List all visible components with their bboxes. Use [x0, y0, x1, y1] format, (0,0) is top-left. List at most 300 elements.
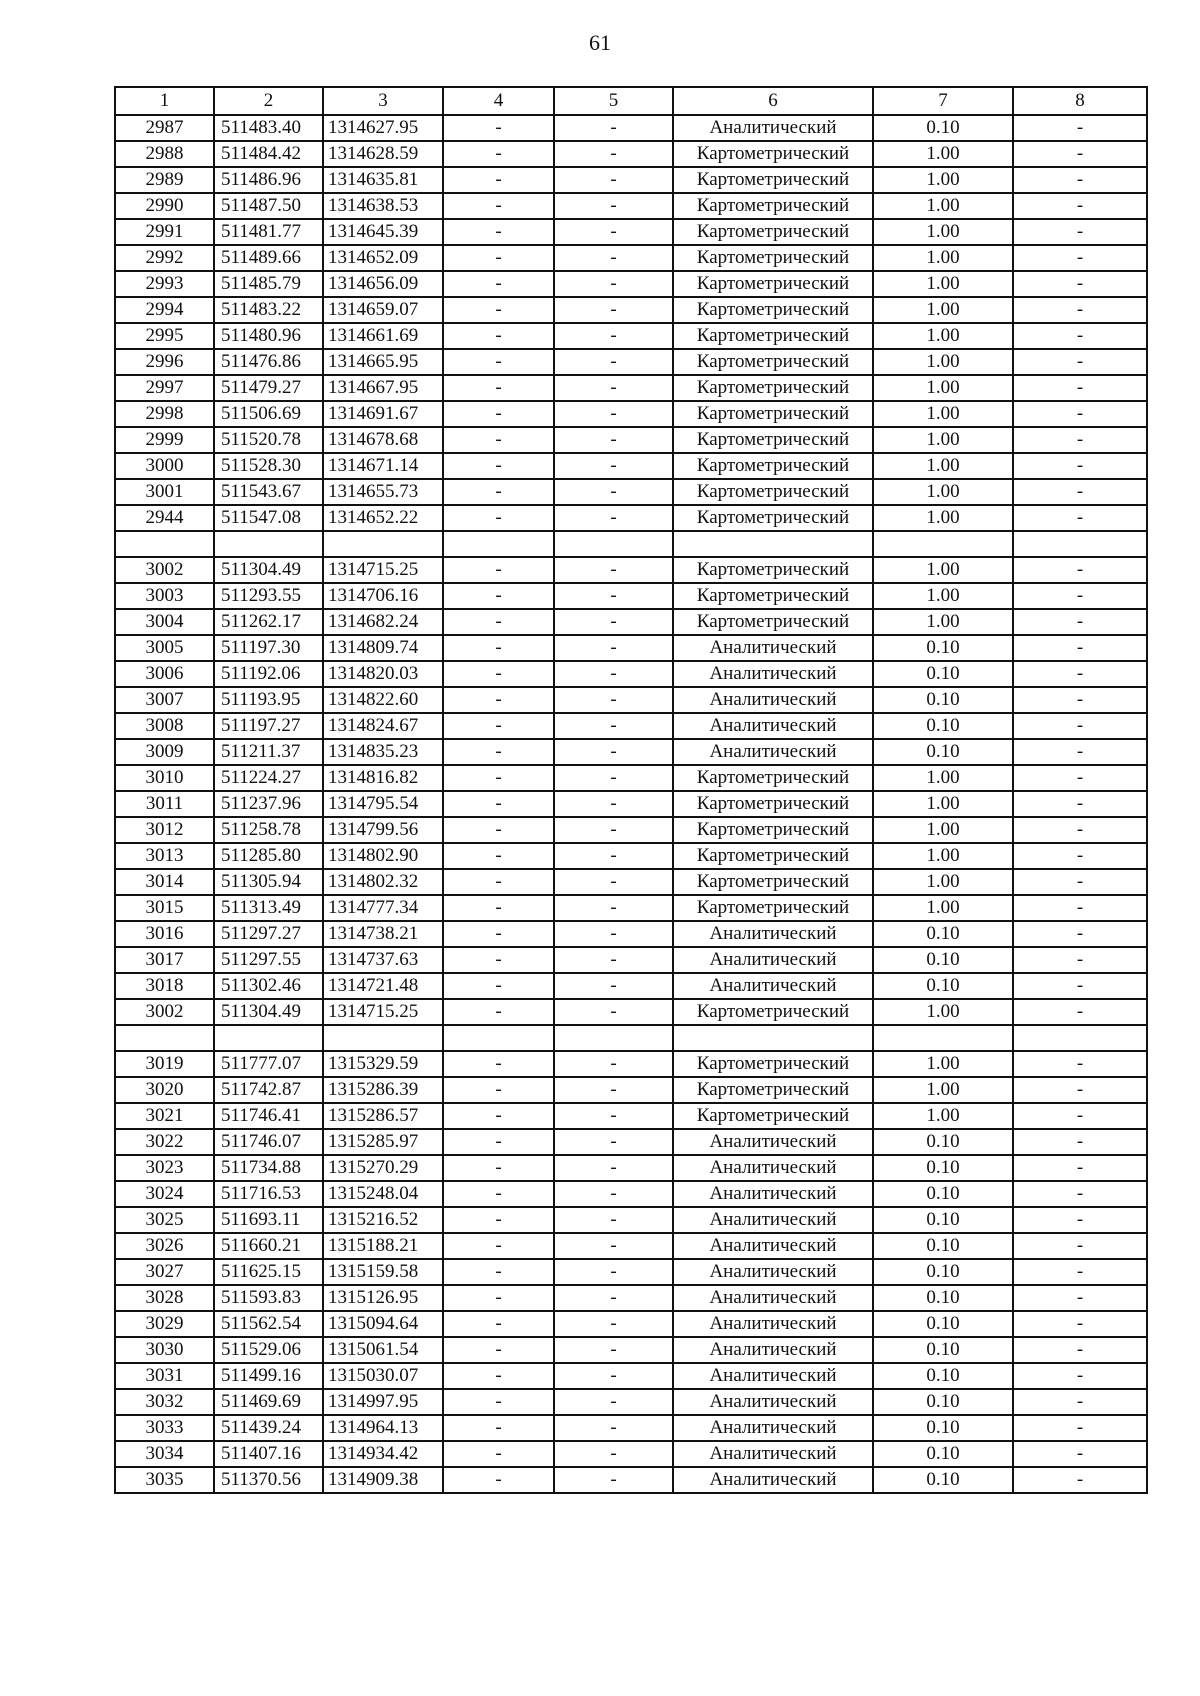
cell-point-number: 3030	[115, 1337, 214, 1363]
cell-col-8: -	[1013, 765, 1147, 791]
cell-x-coordinate: 511224.27	[214, 765, 323, 791]
cell-y-coordinate: 1314721.48	[323, 973, 443, 999]
cell-col-4: -	[443, 1415, 554, 1441]
cell-y-coordinate: 1314661.69	[323, 323, 443, 349]
cell-col-5: -	[554, 635, 673, 661]
cell-x-coordinate: 511305.94	[214, 869, 323, 895]
cell-accuracy: 0.10	[873, 1207, 1013, 1233]
cell-col-8: -	[1013, 973, 1147, 999]
header-cell-7: 7	[873, 87, 1013, 115]
cell-x-coordinate: 511742.87	[214, 1077, 323, 1103]
cell-col-8: -	[1013, 219, 1147, 245]
cell-x-coordinate: 511439.24	[214, 1415, 323, 1441]
table-row	[115, 115, 1147, 141]
cell-col-8: -	[1013, 375, 1147, 401]
cell-y-coordinate: 1314822.60	[323, 687, 443, 713]
cell-col-5: -	[554, 141, 673, 167]
cell-method: Аналитический	[673, 947, 873, 973]
cell-point-number: 2988	[115, 141, 214, 167]
cell-point-number: 3002	[115, 999, 214, 1025]
cell-x-coordinate: 511304.49	[214, 557, 323, 583]
cell-accuracy: 0.10	[873, 1181, 1013, 1207]
cell-x-coordinate: 511520.78	[214, 427, 323, 453]
cell-point-number: 3022	[115, 1129, 214, 1155]
cell-col-8: -	[1013, 1207, 1147, 1233]
cell-x-coordinate: 511197.27	[214, 713, 323, 739]
cell-accuracy: 1.00	[873, 479, 1013, 505]
cell-method: Аналитический	[673, 1467, 873, 1493]
cell-col-5: -	[554, 583, 673, 609]
cell-method: Картометрический	[673, 349, 873, 375]
cell-method: Аналитический	[673, 1337, 873, 1363]
cell-col-4: -	[443, 349, 554, 375]
cell-col-4: -	[443, 115, 554, 141]
cell-y-coordinate: 1314777.34	[323, 895, 443, 921]
cell-method	[673, 1025, 873, 1051]
cell-point-number: 3034	[115, 1441, 214, 1467]
cell-point-number: 3028	[115, 1285, 214, 1311]
table-row	[115, 1389, 1147, 1415]
table-row	[115, 1337, 1147, 1363]
cell-y-coordinate: 1315061.54	[323, 1337, 443, 1363]
header-cell-3: 3	[323, 87, 443, 115]
cell-point-number: 2998	[115, 401, 214, 427]
cell-col-5: -	[554, 973, 673, 999]
cell-col-5: -	[554, 245, 673, 271]
cell-col-4: -	[443, 1337, 554, 1363]
cell-col-4: -	[443, 505, 554, 531]
table-row	[115, 1051, 1147, 1077]
cell-x-coordinate: 511489.66	[214, 245, 323, 271]
cell-method: Картометрический	[673, 375, 873, 401]
cell-method: Картометрический	[673, 245, 873, 271]
cell-y-coordinate: 1314645.39	[323, 219, 443, 245]
cell-col-4: -	[443, 1051, 554, 1077]
cell-y-coordinate: 1314802.32	[323, 869, 443, 895]
cell-point-number: 3015	[115, 895, 214, 921]
table-row	[115, 609, 1147, 635]
cell-col-5: -	[554, 895, 673, 921]
cell-y-coordinate: 1314638.53	[323, 193, 443, 219]
table-row	[115, 635, 1147, 661]
table-row	[115, 401, 1147, 427]
cell-col-5: -	[554, 999, 673, 1025]
cell-col-5: -	[554, 1467, 673, 1493]
cell-col-8: -	[1013, 1363, 1147, 1389]
cell-point-number: 3035	[115, 1467, 214, 1493]
cell-col-5: -	[554, 1415, 673, 1441]
cell-col-5: -	[554, 297, 673, 323]
cell-col-8: -	[1013, 1129, 1147, 1155]
cell-method: Картометрический	[673, 141, 873, 167]
cell-x-coordinate: 511469.69	[214, 1389, 323, 1415]
table-row	[115, 1077, 1147, 1103]
cell-accuracy: 1.00	[873, 765, 1013, 791]
cell-y-coordinate	[323, 531, 443, 557]
cell-accuracy: 1.00	[873, 1103, 1013, 1129]
cell-point-number: 2990	[115, 193, 214, 219]
cell-x-coordinate: 511528.30	[214, 453, 323, 479]
cell-col-8: -	[1013, 1155, 1147, 1181]
cell-col-4: -	[443, 1467, 554, 1493]
cell-method: Аналитический	[673, 1415, 873, 1441]
cell-col-8: -	[1013, 1285, 1147, 1311]
cell-x-coordinate: 511237.96	[214, 791, 323, 817]
cell-point-number: 2993	[115, 271, 214, 297]
cell-y-coordinate: 1314652.22	[323, 505, 443, 531]
cell-point-number: 3003	[115, 583, 214, 609]
cell-y-coordinate: 1314652.09	[323, 245, 443, 271]
table-row	[115, 999, 1147, 1025]
table-row	[115, 765, 1147, 791]
cell-y-coordinate: 1315188.21	[323, 1233, 443, 1259]
cell-x-coordinate: 511302.46	[214, 973, 323, 999]
table-row	[115, 297, 1147, 323]
cell-col-5: -	[554, 505, 673, 531]
cell-accuracy: 1.00	[873, 245, 1013, 271]
cell-col-4: -	[443, 1129, 554, 1155]
cell-accuracy: 0.10	[873, 1233, 1013, 1259]
cell-col-4: -	[443, 427, 554, 453]
cell-col-4: -	[443, 999, 554, 1025]
table-row	[115, 479, 1147, 505]
cell-point-number: 3004	[115, 609, 214, 635]
cell-col-4: -	[443, 271, 554, 297]
cell-method: Картометрический	[673, 1051, 873, 1077]
cell-point-number: 3025	[115, 1207, 214, 1233]
cell-col-8: -	[1013, 1051, 1147, 1077]
cell-col-5: -	[554, 609, 673, 635]
cell-col-8	[1013, 531, 1147, 557]
cell-point-number: 3021	[115, 1103, 214, 1129]
table-row	[115, 245, 1147, 271]
cell-point-number: 3013	[115, 843, 214, 869]
cell-method: Аналитический	[673, 921, 873, 947]
table-row	[115, 817, 1147, 843]
cell-col-5: -	[554, 479, 673, 505]
cell-accuracy: 0.10	[873, 661, 1013, 687]
cell-accuracy: 0.10	[873, 635, 1013, 661]
table-row	[115, 1441, 1147, 1467]
cell-point-number: 3019	[115, 1051, 214, 1077]
cell-col-5: -	[554, 1259, 673, 1285]
cell-y-coordinate: 1314715.25	[323, 999, 443, 1025]
cell-col-8: -	[1013, 349, 1147, 375]
cell-point-number: 3033	[115, 1415, 214, 1441]
table-row	[115, 1207, 1147, 1233]
cell-point-number: 3000	[115, 453, 214, 479]
cell-y-coordinate: 1314802.90	[323, 843, 443, 869]
header-row	[115, 87, 1147, 115]
cell-x-coordinate: 511777.07	[214, 1051, 323, 1077]
cell-method: Картометрический	[673, 869, 873, 895]
cell-x-coordinate: 511485.79	[214, 271, 323, 297]
cell-col-5	[554, 1025, 673, 1051]
table-row	[115, 323, 1147, 349]
cell-method: Картометрический	[673, 167, 873, 193]
cell-accuracy: 0.10	[873, 1441, 1013, 1467]
cell-col-8: -	[1013, 635, 1147, 661]
cell-accuracy: 1.00	[873, 505, 1013, 531]
cell-x-coordinate: 511484.42	[214, 141, 323, 167]
cell-x-coordinate: 511625.15	[214, 1259, 323, 1285]
cell-col-5: -	[554, 271, 673, 297]
cell-x-coordinate: 511487.50	[214, 193, 323, 219]
page-number: 61	[589, 30, 611, 55]
table-row	[115, 1467, 1147, 1493]
table-row	[115, 531, 1147, 557]
cell-col-8: -	[1013, 843, 1147, 869]
cell-col-8: -	[1013, 713, 1147, 739]
table-row	[115, 219, 1147, 245]
cell-y-coordinate: 1314678.68	[323, 427, 443, 453]
cell-col-8: -	[1013, 401, 1147, 427]
cell-x-coordinate: 511192.06	[214, 661, 323, 687]
cell-col-5: -	[554, 817, 673, 843]
cell-col-4: -	[443, 375, 554, 401]
cell-x-coordinate: 511193.95	[214, 687, 323, 713]
cell-col-4: -	[443, 479, 554, 505]
cell-x-coordinate: 511262.17	[214, 609, 323, 635]
cell-col-4: -	[443, 1181, 554, 1207]
cell-y-coordinate: 1314659.07	[323, 297, 443, 323]
cell-y-coordinate: 1314691.67	[323, 401, 443, 427]
cell-col-8: -	[1013, 921, 1147, 947]
cell-x-coordinate: 511529.06	[214, 1337, 323, 1363]
cell-method: Аналитический	[673, 1363, 873, 1389]
cell-col-8	[1013, 1025, 1147, 1051]
cell-col-5: -	[554, 349, 673, 375]
cell-point-number: 3008	[115, 713, 214, 739]
cell-accuracy: 0.10	[873, 973, 1013, 999]
table-row	[115, 505, 1147, 531]
cell-col-4: -	[443, 193, 554, 219]
cell-accuracy: 0.10	[873, 739, 1013, 765]
table-row	[115, 1025, 1147, 1051]
cell-col-5: -	[554, 401, 673, 427]
cell-y-coordinate: 1315286.57	[323, 1103, 443, 1129]
cell-accuracy: 1.00	[873, 843, 1013, 869]
cell-col-5: -	[554, 843, 673, 869]
cell-point-number: 2991	[115, 219, 214, 245]
cell-col-5: -	[554, 739, 673, 765]
cell-method: Аналитический	[673, 687, 873, 713]
cell-method: Картометрический	[673, 843, 873, 869]
cell-method: Аналитический	[673, 1311, 873, 1337]
cell-method: Картометрический	[673, 453, 873, 479]
table-row	[115, 349, 1147, 375]
cell-col-8: -	[1013, 895, 1147, 921]
cell-col-5: -	[554, 1051, 673, 1077]
cell-col-8: -	[1013, 453, 1147, 479]
table-row	[115, 271, 1147, 297]
cell-x-coordinate: 511693.11	[214, 1207, 323, 1233]
cell-point-number: 2944	[115, 505, 214, 531]
cell-y-coordinate: 1314706.16	[323, 583, 443, 609]
cell-point-number: 3031	[115, 1363, 214, 1389]
cell-col-4: -	[443, 1233, 554, 1259]
table-row	[115, 1415, 1147, 1441]
cell-col-5: -	[554, 193, 673, 219]
cell-method: Картометрический	[673, 765, 873, 791]
cell-col-4: -	[443, 1259, 554, 1285]
cell-y-coordinate: 1315270.29	[323, 1155, 443, 1181]
cell-y-coordinate: 1315329.59	[323, 1051, 443, 1077]
cell-col-8: -	[1013, 1467, 1147, 1493]
cell-accuracy: 0.10	[873, 115, 1013, 141]
cell-col-4: -	[443, 1389, 554, 1415]
cell-col-4: -	[443, 1103, 554, 1129]
cell-accuracy: 1.00	[873, 271, 1013, 297]
cell-col-4	[443, 531, 554, 557]
cell-col-5: -	[554, 1181, 673, 1207]
cell-accuracy: 0.10	[873, 1129, 1013, 1155]
cell-x-coordinate: 511547.08	[214, 505, 323, 531]
table-body	[115, 115, 1147, 1493]
cell-col-4: -	[443, 713, 554, 739]
cell-method: Аналитический	[673, 973, 873, 999]
cell-y-coordinate: 1314671.14	[323, 453, 443, 479]
cell-accuracy: 1.00	[873, 219, 1013, 245]
cell-col-8: -	[1013, 1181, 1147, 1207]
cell-method: Аналитический	[673, 1389, 873, 1415]
table-row	[115, 1181, 1147, 1207]
cell-accuracy: 0.10	[873, 687, 1013, 713]
cell-col-8: -	[1013, 1103, 1147, 1129]
cell-y-coordinate: 1314824.67	[323, 713, 443, 739]
cell-col-4: -	[443, 141, 554, 167]
cell-x-coordinate: 511476.86	[214, 349, 323, 375]
cell-col-4: -	[443, 791, 554, 817]
cell-x-coordinate: 511593.83	[214, 1285, 323, 1311]
cell-point-number: 2994	[115, 297, 214, 323]
cell-col-8: -	[1013, 193, 1147, 219]
cell-x-coordinate	[214, 1025, 323, 1051]
table-row	[115, 1155, 1147, 1181]
cell-col-8: -	[1013, 1337, 1147, 1363]
cell-x-coordinate: 511258.78	[214, 817, 323, 843]
cell-accuracy: 1.00	[873, 609, 1013, 635]
header-cell-2: 2	[214, 87, 323, 115]
cell-method: Картометрический	[673, 1077, 873, 1103]
cell-accuracy: 1.00	[873, 1051, 1013, 1077]
cell-col-8: -	[1013, 323, 1147, 349]
cell-y-coordinate: 1314835.23	[323, 739, 443, 765]
header-cell-6: 6	[673, 87, 873, 115]
cell-col-8: -	[1013, 1389, 1147, 1415]
cell-col-5: -	[554, 115, 673, 141]
cell-method: Картометрический	[673, 557, 873, 583]
cell-col-8: -	[1013, 817, 1147, 843]
cell-col-5: -	[554, 947, 673, 973]
table-row	[115, 1129, 1147, 1155]
cell-y-coordinate: 1314715.25	[323, 557, 443, 583]
cell-point-number: 3007	[115, 687, 214, 713]
cell-col-8: -	[1013, 791, 1147, 817]
cell-accuracy: 0.10	[873, 1337, 1013, 1363]
cell-col-5: -	[554, 1129, 673, 1155]
cell-col-4: -	[443, 661, 554, 687]
cell-point-number: 3011	[115, 791, 214, 817]
cell-point-number: 3017	[115, 947, 214, 973]
cell-col-8: -	[1013, 297, 1147, 323]
cell-point-number: 3016	[115, 921, 214, 947]
cell-method: Картометрический	[673, 271, 873, 297]
table-row	[115, 1363, 1147, 1389]
cell-point-number: 2996	[115, 349, 214, 375]
cell-col-4: -	[443, 947, 554, 973]
cell-accuracy: 0.10	[873, 921, 1013, 947]
cell-point-number	[115, 531, 214, 557]
cell-point-number: 3012	[115, 817, 214, 843]
table-row	[115, 791, 1147, 817]
cell-col-5: -	[554, 921, 673, 947]
cell-x-coordinate: 511506.69	[214, 401, 323, 427]
cell-accuracy: 0.10	[873, 1363, 1013, 1389]
table-row	[115, 583, 1147, 609]
cell-accuracy: 1.00	[873, 427, 1013, 453]
table-row	[115, 427, 1147, 453]
cell-method: Аналитический	[673, 1233, 873, 1259]
cell-method: Картометрический	[673, 193, 873, 219]
cell-point-number: 2997	[115, 375, 214, 401]
cell-method: Картометрический	[673, 323, 873, 349]
cell-y-coordinate	[323, 1025, 443, 1051]
cell-col-4: -	[443, 817, 554, 843]
cell-accuracy: 1.00	[873, 375, 1013, 401]
cell-y-coordinate: 1314665.95	[323, 349, 443, 375]
table-row	[115, 141, 1147, 167]
cell-col-5: -	[554, 1285, 673, 1311]
header-cell-1: 1	[115, 87, 214, 115]
cell-col-4: -	[443, 401, 554, 427]
cell-accuracy: 0.10	[873, 947, 1013, 973]
cell-col-4: -	[443, 973, 554, 999]
cell-col-4: -	[443, 1441, 554, 1467]
cell-col-8: -	[1013, 999, 1147, 1025]
cell-accuracy: 0.10	[873, 1311, 1013, 1337]
cell-y-coordinate: 1314737.63	[323, 947, 443, 973]
cell-method	[673, 531, 873, 557]
cell-col-8: -	[1013, 479, 1147, 505]
cell-y-coordinate: 1314799.56	[323, 817, 443, 843]
cell-method: Картометрический	[673, 999, 873, 1025]
cell-col-8: -	[1013, 1233, 1147, 1259]
cell-col-8: -	[1013, 609, 1147, 635]
cell-accuracy	[873, 531, 1013, 557]
cell-x-coordinate: 511313.49	[214, 895, 323, 921]
cell-point-number	[115, 1025, 214, 1051]
cell-accuracy: 1.00	[873, 999, 1013, 1025]
cell-col-8: -	[1013, 947, 1147, 973]
cell-x-coordinate: 511486.96	[214, 167, 323, 193]
cell-col-5	[554, 531, 673, 557]
cell-col-4: -	[443, 167, 554, 193]
table-row	[115, 167, 1147, 193]
cell-x-coordinate: 511481.77	[214, 219, 323, 245]
cell-method: Аналитический	[673, 1207, 873, 1233]
cell-point-number: 2995	[115, 323, 214, 349]
cell-col-4: -	[443, 453, 554, 479]
cell-col-5: -	[554, 427, 673, 453]
cell-col-8: -	[1013, 245, 1147, 271]
table-row	[115, 973, 1147, 999]
cell-col-5: -	[554, 687, 673, 713]
cell-col-8: -	[1013, 427, 1147, 453]
cell-accuracy: 1.00	[873, 401, 1013, 427]
cell-point-number: 2989	[115, 167, 214, 193]
cell-method: Аналитический	[673, 1285, 873, 1311]
